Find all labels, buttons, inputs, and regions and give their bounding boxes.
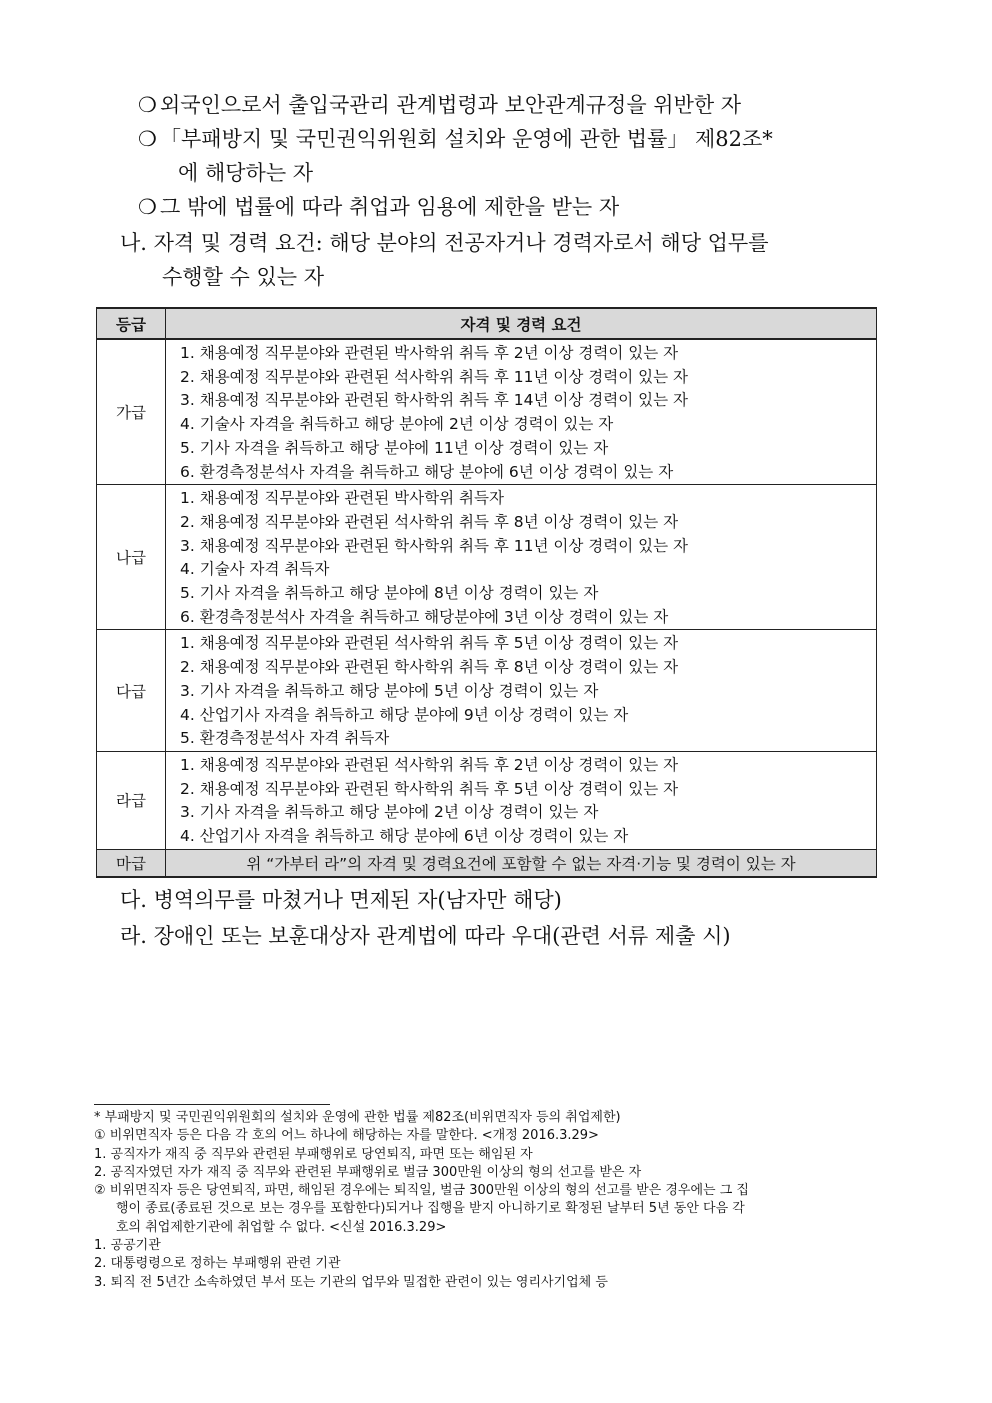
section-qualification bbox=[120, 226, 769, 294]
requirement-item: 2. 채용예정 직무분야와 관련된 석사학위 취득 후 11년 이상 경력이 있는 자 bbox=[180, 367, 688, 386]
requirement-item: 2. 채용예정 직무분야와 관련된 석사학위 취득 후 8년 이상 경력이 있는 자 bbox=[180, 512, 679, 531]
list-item bbox=[120, 190, 910, 224]
list-item bbox=[120, 122, 910, 156]
table-row bbox=[97, 849, 877, 877]
requirement-item: 3. 기사 자격을 취득하고 해당 분야에 2년 이상 경력이 있는 자 bbox=[180, 803, 599, 822]
requirement-item: 4. 기술사 자격을 취득하고 해당 분야에 2년 이상 경력이 있는 자 bbox=[180, 415, 614, 434]
requirement-item: 5. 기사 자격을 취득하고 해당 분야에 8년 이상 경력이 있는 자 bbox=[180, 584, 599, 603]
footnote-divider bbox=[94, 1104, 330, 1105]
requirement-item: 1. 채용예정 직무분야와 관련된 석사학위 취득 후 2년 이상 경력이 있는 자 bbox=[180, 755, 679, 774]
requirement-item: 4. 산업기사 자격을 취득하고 해당 분야에 9년 이상 경력이 있는 자 bbox=[180, 705, 629, 724]
footnote-line: 1. 공공기관 bbox=[94, 1238, 161, 1254]
qualification-table bbox=[96, 307, 877, 878]
requirement-item: 4. 기술사 자격 취득자 bbox=[180, 560, 330, 579]
requirement-item: 2. 채용예정 직무분야와 관련된 학사학위 취득 후 5년 이상 경력이 있는 자 bbox=[180, 779, 679, 798]
header-grade: 등급 bbox=[97, 308, 166, 339]
footnote-line: 호의 취업제한기관에 취업할 수 없다. <신설 2016.3.29> bbox=[116, 1219, 447, 1235]
footnote-line: 2. 대통령령으로 정하는 부패행위 관련 기관 bbox=[94, 1256, 341, 1272]
circle-bullet-icon: ❍ bbox=[138, 195, 157, 219]
header-requirements: 자격 및 경력 요건 bbox=[166, 308, 877, 339]
list-item-text: 그 밖에 법률에 따라 취업과 임용에 제한을 받는 자 bbox=[160, 195, 620, 219]
table-row bbox=[97, 751, 877, 849]
table-header-row bbox=[97, 308, 877, 339]
requirements-cell bbox=[166, 751, 877, 849]
footnote-line: * 부패방지 및 국민권익위원회의 설치와 운영에 관한 법률 제82조(비위면직자 등의 취업제한) bbox=[94, 1110, 621, 1125]
footnote-line: 행이 종료(종료된 것으로 보는 경우를 포함한다)되거나 집행을 받지 아니하기로 확정된 날부터 5년 동안 다음 각 bbox=[116, 1201, 745, 1217]
requirement-item: 3. 기사 자격을 취득하고 해당 분야에 5년 이상 경력이 있는 자 bbox=[180, 681, 599, 700]
requirement-item: 5. 기사 자격을 취득하고 해당 분야에 11년 이상 경력이 있는 자 bbox=[180, 438, 609, 457]
disqualification-list bbox=[120, 88, 910, 224]
list-item bbox=[120, 88, 910, 122]
footnote-line: 3. 퇴직 전 5년간 소속하였던 부서 또는 기관의 업무와 밀접한 관련이 있는 영리사기업체 등 bbox=[94, 1274, 608, 1290]
requirement-item: 1. 채용예정 직무분야와 관련된 석사학위 취득 후 5년 이상 경력이 있는 자 bbox=[180, 634, 679, 653]
requirement-item: 3. 채용예정 직무분야와 관련된 학사학위 취득 후 11년 이상 경력이 있는 자 bbox=[180, 536, 688, 555]
grade-cell: 라급 bbox=[97, 751, 166, 849]
requirements-cell bbox=[166, 485, 877, 630]
section-heading-continuation: 수행할 수 있는 자 bbox=[162, 265, 325, 289]
section-military: 다. 병역의무를 마쳤거나 면제된 자(남자만 해당) bbox=[120, 888, 562, 912]
requirement-item: 1. 채용예정 직무분야와 관련된 박사학위 취득 후 2년 이상 경력이 있는 자 bbox=[180, 344, 679, 362]
footnote-line: 1. 공직자가 재직 중 직무와 관련된 부패행위로 당연퇴직, 파면 또는 해임된 자 bbox=[94, 1146, 533, 1162]
requirement-item: 5. 환경측정분석사 자격 취득자 bbox=[180, 729, 390, 748]
requirement-item: 3. 채용예정 직무분야와 관련된 학사학위 취득 후 14년 이상 경력이 있는 자 bbox=[180, 391, 688, 410]
requirement-item: 6. 환경측정분석사 자격을 취득하고 해당 분야에 6년 이상 경력이 있는 자 bbox=[180, 462, 674, 481]
requirement-item: 2. 채용예정 직무분야와 관련된 학사학위 취득 후 8년 이상 경력이 있는 자 bbox=[180, 658, 679, 677]
footnote-line: ① 비위면직자 등은 다음 각 호의 어느 하나에 해당하는 자를 말한다. <개정 2016.3.29> bbox=[94, 1128, 599, 1144]
circle-bullet-icon: ❍ bbox=[138, 127, 157, 151]
grade-cell: 나급 bbox=[97, 485, 166, 630]
requirement-item: 6. 환경측정분석사 자격을 취득하고 해당분야에 3년 이상 경력이 있는 자 bbox=[180, 607, 669, 626]
table-row bbox=[97, 339, 877, 485]
requirement-item: 4. 산업기사 자격을 취득하고 해당 분야에 6년 이상 경력이 있는 자 bbox=[180, 827, 629, 846]
list-item-continuation: 에 해당하는 자 bbox=[178, 161, 314, 185]
circle-bullet-icon: ❍ bbox=[138, 93, 157, 117]
grade-cell: 다급 bbox=[97, 630, 166, 752]
footnote-line: 2. 공직자였던 자가 재직 중 직무와 관련된 부패행위로 벌금 300만원 이상의 형의 선고를 받은 자 bbox=[94, 1164, 642, 1180]
footnotes bbox=[94, 1109, 904, 1292]
section-heading: 나. 자격 및 경력 요건: 해당 분야의 전공자거나 경력자로서 해당 업무를 bbox=[120, 231, 769, 255]
grade-cell: 마급 bbox=[97, 849, 166, 877]
list-item-text: 외국인으로서 출입국관리 관계법령과 보안관계규정을 위반한 자 bbox=[160, 93, 742, 117]
requirements-cell bbox=[166, 339, 877, 485]
requirement-item: 1. 채용예정 직무분야와 관련된 박사학위 취득자 bbox=[180, 489, 504, 508]
table-row bbox=[97, 630, 877, 752]
table-row bbox=[97, 485, 877, 630]
grade-cell: 가급 bbox=[97, 339, 166, 485]
section-preference: 라. 장애인 또는 보훈대상자 관계법에 따라 우대(관련 서류 제출 시) bbox=[120, 924, 731, 948]
footnote-line: ② 비위면직자 등은 당연퇴직, 파면, 해임된 경우에는 퇴직일, 벌금 300만원 이상의 형의 선고를 받은 경우에는 그 집 bbox=[94, 1183, 749, 1199]
requirements-cell: 위 “가부터 라”의 자격 및 경력요건에 포함할 수 없는 자격·기능 및 경력이 있는 자 bbox=[166, 849, 877, 877]
list-item-text: 「부패방지 및 국민권익위원회 설치와 운영에 관한 법률」 제82조* bbox=[160, 127, 773, 151]
requirements-cell bbox=[166, 630, 877, 752]
